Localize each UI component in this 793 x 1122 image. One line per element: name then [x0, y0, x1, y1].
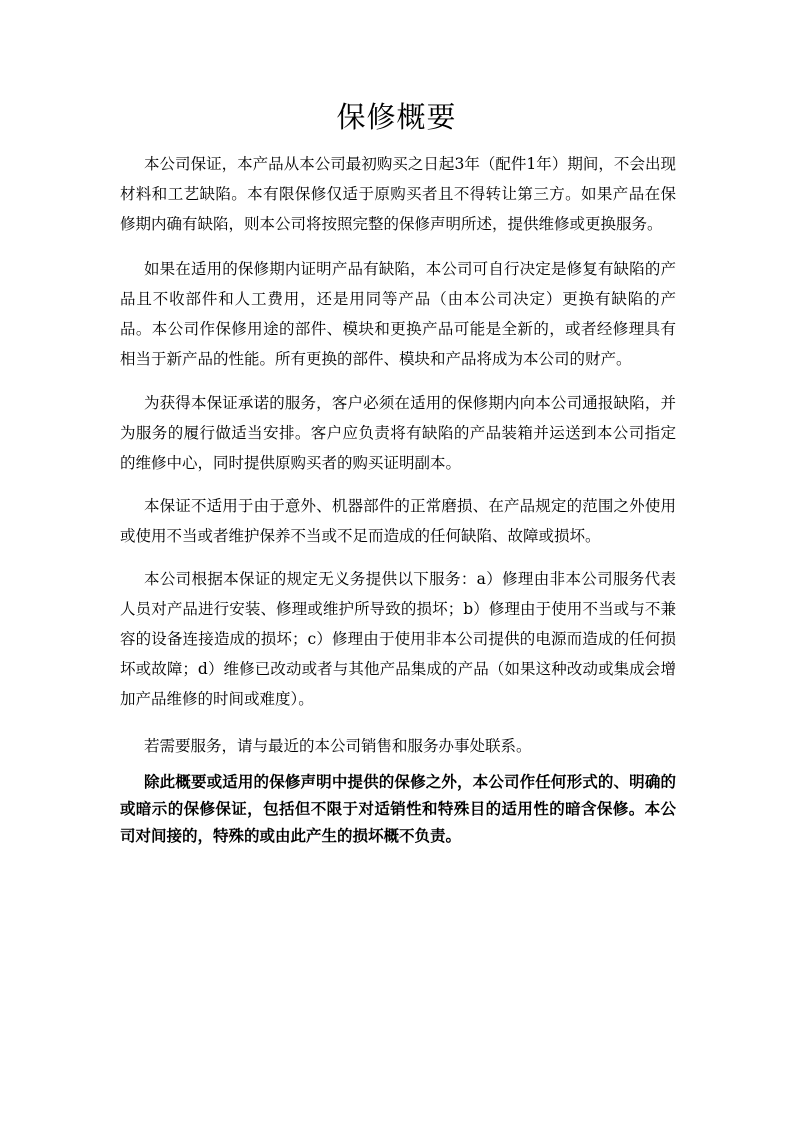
paragraph-warranty-period: 本公司保证，本产品从本公司最初购买之日起3年（配件1年）期间，不会出现材料和工艺缺陷。本有限保修仅适于原购买者且不得转让第三方。如果产品在保修期内确有缺陷，则本公司将按照完整的保修声明所述，提供维修或更换服务。 [120, 155, 676, 233]
paragraph-disclaimer: 除此概要或适用的保修声明中提供的保修之外，本公司作任何形式的、明确的或暗示的保修保证，包括但不限于对适销性和特殊目的适用性的暗含保修。本公司对间接的，特殊的或由此产生的损坏概不负责。 [120, 772, 676, 845]
paragraph-service-procedure: 为获得本保证承诺的服务，客户必须在适用的保修期内向本公司通报缺陷，并为服务的履行做适当安排。客户应负责将有缺陷的产品装箱并运送到本公司指定的维修中心，同时提供原购买者的购买证明副本。 [120, 394, 676, 472]
paragraph-repair-replace: 如果在适用的保修期内证明产品有缺陷，本公司可自行决定是修复有缺陷的产品且不收部件和人工费用，还是用同等产品（由本公司决定）更换有缺陷的产品。本公司作保修用途的部件、模块和更换产品可能是全新的，或者经修理具有相当于新产品的性能。所有更换的部件、模块和产品将成为本公司的财产。 [120, 260, 676, 368]
paragraph-contact: 若需要服务，请与最近的本公司销售和服务办事处联系。 [144, 737, 532, 755]
paragraph-exclusions: 本保证不适用于由于意外、机器部件的正常磨损、在产品规定的范围之外使用或使用不当或者维护保养不当或不足而造成的任何缺陷、故障或损坏。 [120, 497, 676, 545]
paragraph-no-obligation: 本公司根据本保证的规定无义务提供以下服务：a）修理由非本公司服务代表人员对产品进行安装、修理或维护所导致的损坏；b）修理由于使用不当或与不兼容的设备连接造成的损坏；c）修理由于使用非本公司提供的电源而造成的任何损坏或故障；d）维修已改动或者与其他产品集成的产品（如果这种改动或集成会增加产品维修的时间或难度）。 [120, 570, 676, 708]
document-title: 保修概要 [336, 100, 457, 134]
